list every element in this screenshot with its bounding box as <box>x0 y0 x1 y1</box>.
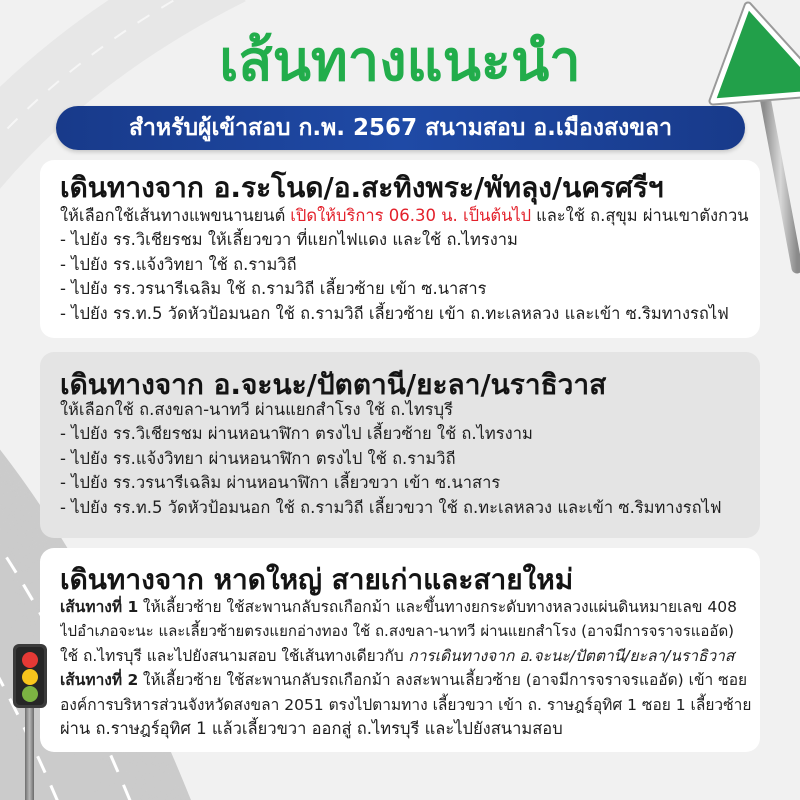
yellow-light <box>22 669 38 685</box>
list-item: - ไปยัง รร.วรนารีเฉลิม ใช้ ถ.รามวิถี เลี้ยวซ้าย เข้า ซ.นาสาร <box>60 279 487 299</box>
route-line <box>60 644 754 668</box>
route-text: องค์การบริหารส่วนจังหวัดสงขลา 2051 ตรงไปตามทาง เลี้ยวขวา เข้า ถ. ราษฎร์อุทิศ 1 ซอย 1 เลี้ยวซ้าย <box>60 695 752 714</box>
list-item: - ไปยัง รร.แจ้งวิทยา ใช้ ถ.รามวิถี <box>60 254 297 274</box>
card-body <box>60 398 754 520</box>
list-item: - ไปยัง รร.วรนารีเฉลิม ผ่านหอนาฬิกา เลี้ยวขวา เข้า ซ.นาสาร <box>60 473 501 493</box>
route-line <box>60 717 754 741</box>
route-line <box>60 668 754 692</box>
intro-line <box>60 204 754 228</box>
page-title: เส้นทางแนะนำ <box>219 29 581 94</box>
route-label: เส้นทางที่ 1 <box>60 598 139 616</box>
route-text: ให้เลี้ยวซ้าย ใช้สะพานกลับรถเกือกม้า ลงสะพานเลี้ยวซ้าย (อาจมีการจราจรแออัด) เข้า ซอย <box>142 671 748 690</box>
card-body <box>60 204 754 326</box>
route-line <box>60 693 754 717</box>
intro-text: และใช้ ถ.สุขุม ผ่านเขาตังกวน <box>536 206 749 225</box>
intro-text: ให้เลือกใช้เส้นทางแพขนานยนต์ <box>60 206 286 225</box>
card-heading: เดินทางจาก หาดใหญ่ สายเก่าและสายใหม่ <box>60 563 574 596</box>
list-item: - ไปยัง รร.ท.5 วัดหัวป้อมนอก ใช้ ถ.รามวิถี เลี้ยวขวา ใช้ ถ.ทะเลหลวง และเข้า ซ.ริมทางรถไฟ <box>60 497 722 517</box>
route-card-hatyai <box>40 548 760 752</box>
card-heading: เดินทางจาก อ.ระโนด/อ.สะทิงพระ/พัทลุง/นครศรีฯ <box>60 171 664 204</box>
intro-line: ให้เลือกใช้ ถ.สงขลา-นาทวี ผ่านแยกสำโรง ใช้ ถ.ไทรบุรี <box>60 400 453 419</box>
route-text: ผ่าน ถ.ราษฎร์อุทิศ 1 แล้วเลี้ยวขวา ออกสู่ ถ.ไทรบุรี และไปยังสนามสอบ <box>60 718 563 738</box>
red-light <box>22 652 38 668</box>
route-line <box>60 619 754 643</box>
route-line <box>60 595 754 619</box>
subtitle-text: สำหรับผู้เข้าสอบ ก.พ. 2567 สนามสอบ อ.เมืองสงขลา <box>128 115 672 141</box>
sign-pole <box>764 92 797 268</box>
route-label: เส้นทางที่ 2 <box>60 671 139 690</box>
list-item: - ไปยัง รร.ท.5 วัดหัวป้อมนอก ใช้ ถ.รามวิถี เลี้ยวซ้าย เข้า ถ.ทะเลหลวง และเข้า ซ.ริมทางรถไฟ <box>60 303 729 323</box>
route-card-ranot <box>40 160 760 338</box>
route-card-chana <box>40 352 760 538</box>
list-item: - ไปยัง รร.วิเชียรชม ให้เลี้ยวขวา ที่แยกไฟแดง และใช้ ถ.ไทรงาม <box>60 230 518 250</box>
green-light <box>22 686 38 702</box>
route-text: ไปอำเภอจะนะ และเลี้ยวซ้ายตรงแยกอ่างทอง ใช้ ถ.สงขลา-นาทวี ผ่านแยกสำโรง (อาจมีการจราจรแออัด) <box>60 622 735 641</box>
list-item: - ไปยัง รร.วิเชียรชม ผ่านหอนาฬิกา ตรงไป เลี้ยวซ้าย ใช้ ถ.ไทรงาม <box>60 424 533 444</box>
list-item: - ไปยัง รร.แจ้งวิทยา ผ่านหอนาฬิกา ตรงไป ใช้ ถ.รามวิถี <box>60 448 456 468</box>
traffic-light-pole <box>25 700 34 800</box>
card-heading: เดินทางจาก อ.จะนะ/ปัตตานี/ยะลา/นราธิวาส <box>60 368 607 401</box>
route-reference: การเดินทางจาก อ.จะนะ/ปัตตานี/ยะลา/นราธิวาส <box>408 646 735 665</box>
route-text: ใช้ ถ.ไทรบุรี และไปยังสนามสอบ ใช้เส้นทางเดียวกับ <box>60 646 404 665</box>
route-text: ให้เลี้ยวซ้าย ใช้สะพานกลับรถเกือกม้า และขึ้นทางยกระดับทางหลวงแผ่นดินหมายเลข 408 <box>142 598 737 616</box>
subtitle-banner <box>56 106 745 150</box>
card-body <box>60 595 754 741</box>
intro-highlight: เปิดให้บริการ 06.30 น. เป็นต้นไป <box>290 206 532 225</box>
